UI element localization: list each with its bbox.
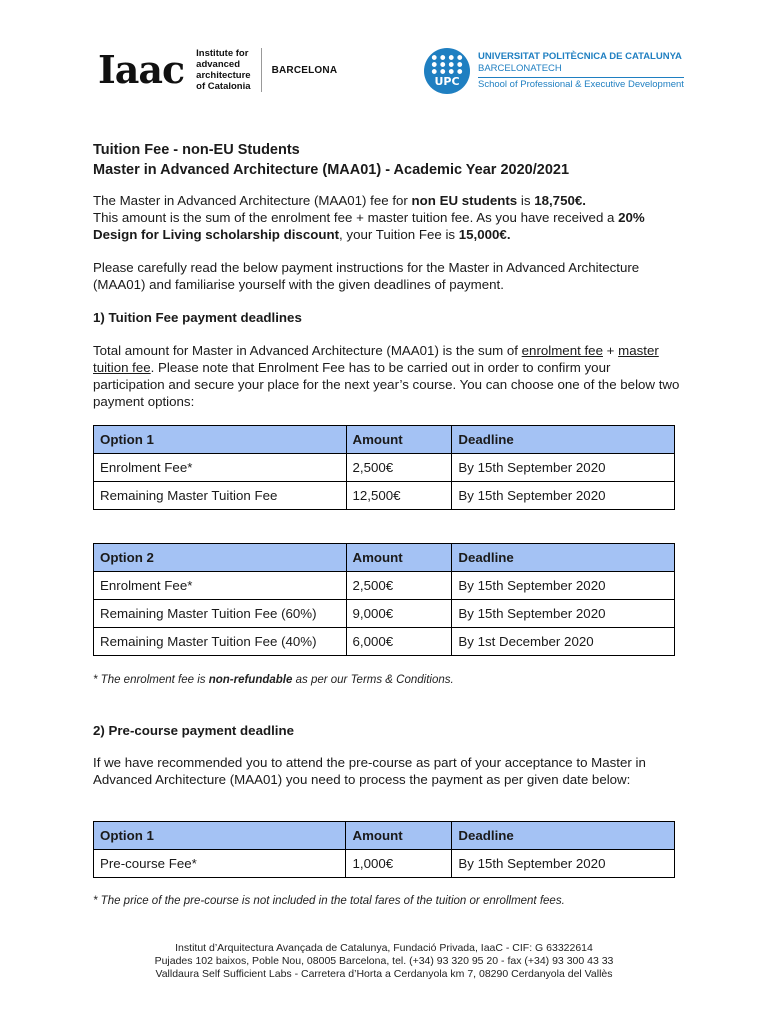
table-cell: Enrolment Fee* <box>94 572 347 600</box>
iaac-subtitle-line: of Catalonia <box>196 81 251 92</box>
text: * The enrolment fee is <box>93 674 209 686</box>
table-cell: By 15th September 2020 <box>452 600 675 628</box>
text: Total amount for Master in Advanced Architecture (MAA01) is the sum of <box>93 343 522 358</box>
upc-text <box>478 51 684 91</box>
title-line-2: Master in Advanced Architecture (MAA01) - Academic Year 2020/2021 <box>93 162 570 178</box>
table-header-row <box>94 544 675 572</box>
iaac-logo <box>98 46 337 94</box>
table-cell: By 1st December 2020 <box>452 628 675 656</box>
table-cell: By 15th September 2020 <box>452 850 675 878</box>
iaac-subtitle-line: Institute for <box>196 48 249 59</box>
table-cell: 2,500€ <box>346 454 452 482</box>
logo-divider <box>261 48 262 92</box>
table-cell: 6,000€ <box>346 628 452 656</box>
title-line-1: Tuition Fee - non-EU Students <box>93 142 300 158</box>
text: . Please note that Enrolment Fee has to be carried out in order to confirm your participation and secure your place for the next year’s course. You can choose one of the below two payment options: <box>93 360 680 409</box>
table-cell: Enrolment Fee* <box>94 454 347 482</box>
table-cell: 12,500€ <box>346 482 452 510</box>
table-cell: By 15th September 2020 <box>452 454 675 482</box>
table-row <box>94 454 675 482</box>
enrolment-fee-link[interactable]: enrolment fee <box>521 343 603 358</box>
upc-school-name: School of Professional & Executive Development <box>478 79 684 90</box>
intro-paragraph <box>93 192 683 243</box>
header-cell: Deadline <box>452 426 675 454</box>
upc-university-name: UNIVERSITAT POLITÈCNICA DE CATALUNYA <box>478 51 682 62</box>
iaac-subtitle-line: advanced <box>196 59 240 70</box>
header-cell: Amount <box>346 822 452 850</box>
table-cell: By 15th September 2020 <box>452 572 675 600</box>
footer-line: Institut d’Arquitectura Avançada de Catalunya, Fundació Privada, IaaC - CIF: G 63322614 <box>175 942 593 954</box>
document-title <box>93 140 683 180</box>
text: , your Tuition Fee is <box>339 227 459 242</box>
text: + <box>602 343 619 358</box>
upc-seal-dots <box>430 54 464 74</box>
table-row <box>94 600 675 628</box>
footer-line: Pujades 102 baixos, Poble Nou, 08005 Barcelona, tel. (+34) 93 320 95 20 - fax (+34) 93 300 43 33 <box>154 955 614 967</box>
option-2-table <box>93 543 675 656</box>
fee-discounted: 15,000€. <box>458 227 511 242</box>
section-1-heading: 1) Tuition Fee payment deadlines <box>93 310 302 325</box>
header-cell: Option 2 <box>94 544 347 572</box>
table-row <box>94 850 675 878</box>
header-cell: Deadline <box>452 544 675 572</box>
header-cell: Amount <box>346 544 452 572</box>
option-1-table <box>93 425 675 510</box>
text: as per our Terms & Conditions. <box>292 674 454 686</box>
table-cell: Remaining Master Tuition Fee <box>94 482 347 510</box>
iaac-subtitle <box>196 48 250 92</box>
iaac-city: BARCELONA <box>271 64 338 76</box>
section-2-paragraph: If we have recommended you to attend the pre-course as part of your acceptance to Master in Advanced Architecture (MAA01) you need to process the payment as per given date below: <box>93 755 646 787</box>
instructions-paragraph <box>93 259 683 293</box>
section-1-paragraph <box>93 342 683 410</box>
section-1-text <box>93 342 683 410</box>
table-cell: 9,000€ <box>346 600 452 628</box>
enrolment-fee-note <box>93 672 683 689</box>
instructions-text: Please carefully read the below payment instructions for the Master in Advanced Architecture (MAA01) and familiarise yourself with the given deadlines of payment. <box>93 260 640 292</box>
pre-course-table <box>93 821 675 878</box>
pre-course-note: * The price of the pre-course is not included in the total fares of the tuition or enrollment fees. <box>93 895 565 907</box>
iaac-wordmark: Iaac <box>98 47 185 92</box>
scholarship: 20% Design for Living scholarship discount <box>93 210 645 242</box>
table-row <box>94 628 675 656</box>
text: This amount is the sum of the enrolment fee + master tuition fee. As you have received a <box>93 210 619 225</box>
intro-line-2 <box>93 209 683 243</box>
table-cell: Pre-course Fee* <box>94 850 346 878</box>
header-cell: Amount <box>346 426 452 454</box>
non-refundable-emphasis: non-refundable <box>208 674 293 686</box>
upc-seal-text: UPC <box>434 75 460 88</box>
master-tuition-fee-link[interactable]: master tuition fee <box>93 343 659 375</box>
table-row <box>94 572 675 600</box>
section-2-text <box>93 754 683 788</box>
table-row <box>94 482 675 510</box>
iaac-subtitle-line: architecture <box>196 70 251 81</box>
table-header-row <box>94 822 675 850</box>
table-cell: 1,000€ <box>346 850 452 878</box>
table-cell: By 15th September 2020 <box>452 482 675 510</box>
table-header-row <box>94 426 675 454</box>
header-cell: Option 1 <box>94 426 347 454</box>
upc-tech-name: BARCELONATECH <box>478 63 562 74</box>
footer <box>93 942 675 981</box>
emphasis: non EU students <box>411 193 518 208</box>
fee-total: 18,750€. <box>534 193 586 208</box>
header-cell: Deadline <box>452 822 675 850</box>
text: is <box>517 193 535 208</box>
header-cell: Option 1 <box>94 822 346 850</box>
table-cell: Remaining Master Tuition Fee (40%) <box>94 628 347 656</box>
table-cell: Remaining Master Tuition Fee (60%) <box>94 600 347 628</box>
footer-line: Valldaura Self Sufficient Labs - Carretera d’Horta a Cerdanyola km 7, 08290 Cerdanyola del Vallès <box>155 968 613 980</box>
text: The Master in Advanced Architecture (MAA01) fee for <box>93 193 412 208</box>
upc-seal-icon <box>424 48 470 94</box>
section-2-heading: 2) Pre-course payment deadline <box>93 723 294 738</box>
table-cell: 2,500€ <box>346 572 452 600</box>
intro-line-1 <box>93 192 683 209</box>
upc-logo <box>424 46 684 96</box>
